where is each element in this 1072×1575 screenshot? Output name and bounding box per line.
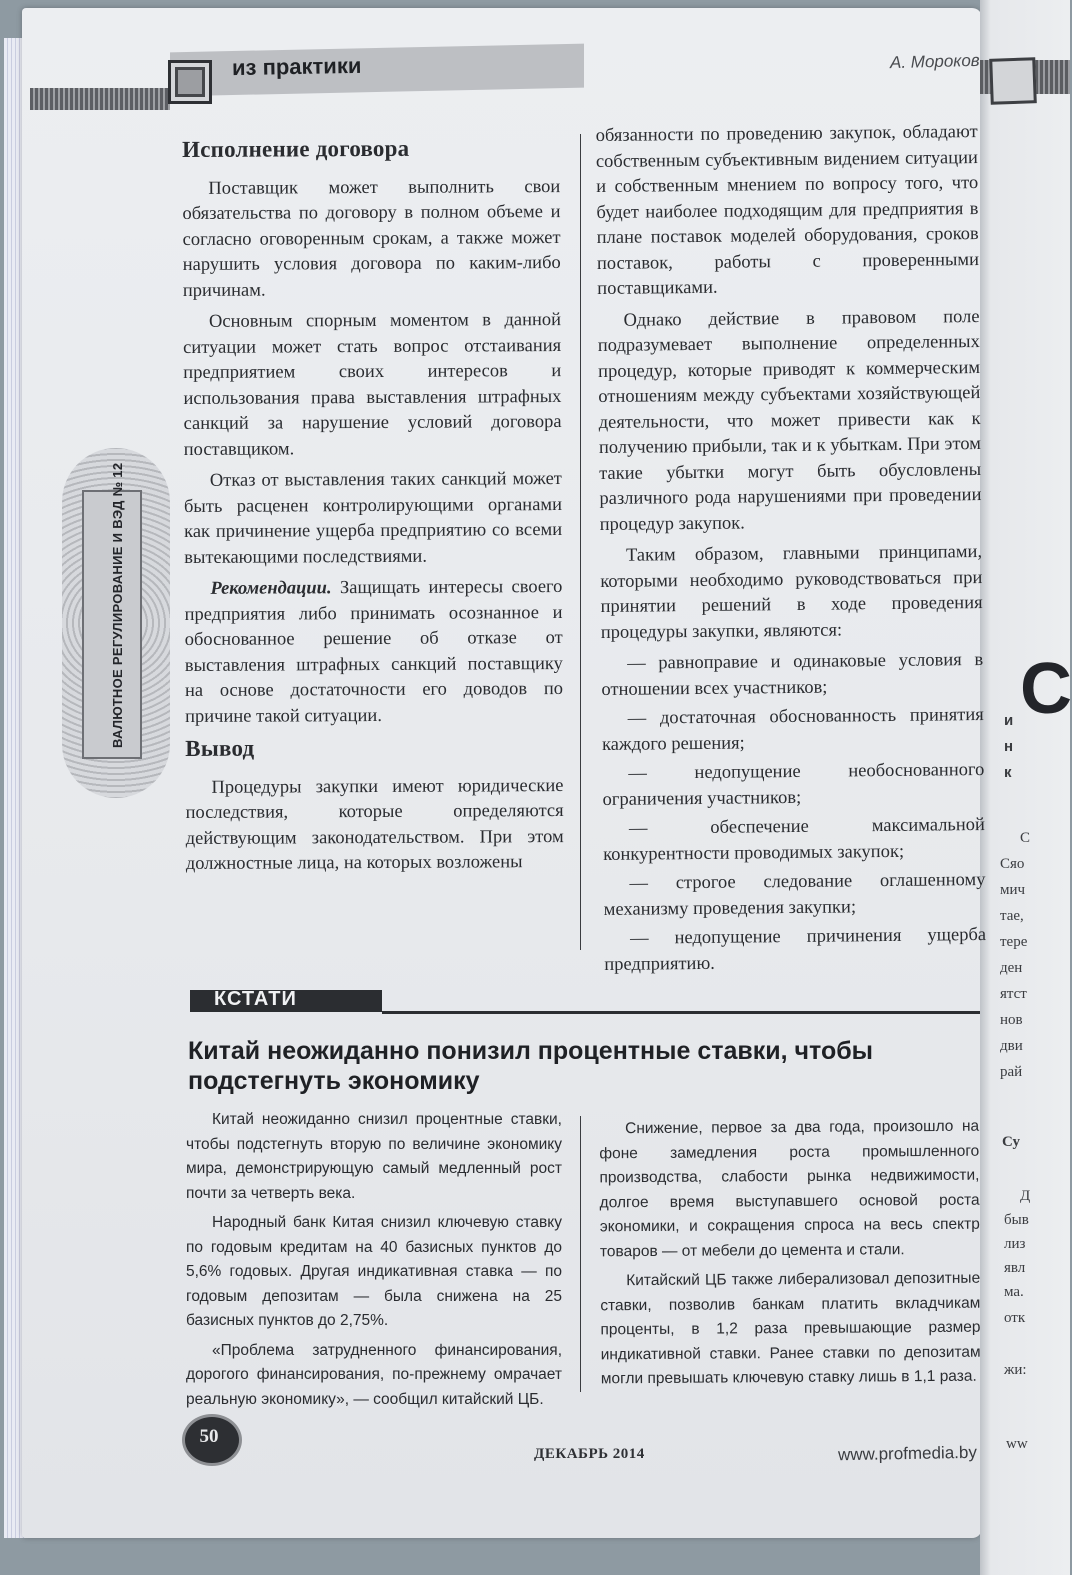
adjacent-bold-line: и — [1004, 712, 1014, 729]
adjacent-heading: Су — [1002, 1134, 1020, 1150]
news-paragraph: «Проблема затрудненного финансирования, дорогого финансирования, по-прежнему омрачает реальную экономику», — сообщил китайский ЦБ. — [186, 1341, 562, 1408]
kstati-label: КСТАТИ — [214, 988, 297, 1010]
adjacent-text-line: дви — [1000, 1038, 1023, 1054]
page-number: 50 — [199, 1426, 219, 1447]
adjacent-text-line: мич — [1000, 882, 1026, 898]
recommendations-lead: Рекомендации. — [210, 578, 332, 599]
kstati-rule — [382, 1011, 980, 1014]
paragraph: Отказ от выставления таких санкций может быть расценен контролирующими органами как причинение ущерба предприятию со всеми вытекающими последствиями. — [183, 469, 563, 568]
adjacent-text-line: Сяо — [1000, 856, 1025, 872]
recommendations-text: Защищать интересы своего предприятия либо принимать осознанное и обоснованное решение об отказе от выставления штрафных санкций поставщику на основе достаточности его доводов по причине такой ситуации. — [184, 577, 563, 727]
author-name: А. Мороков — [889, 50, 980, 73]
section-title: из практики — [231, 52, 362, 81]
paragraph: Основным спорным моментом в данной ситуации может стать вопрос отстаивания предприятием своих интересов и использования права выставления штрафных санкций за нарушение условий договора поставщиком. — [183, 310, 562, 460]
news-paragraph: Снижение, первое за два года, произошло на фоне замедления роста промышленного производства, слабости рынка недвижимости, долгое время выступавшего основой роста экономики, и сокращения спроса на весь спектр товаров — от мебели до цемента и стали. — [599, 1117, 980, 1260]
adjacent-text-line: тае, — [1000, 908, 1024, 924]
paragraph: Поставщик может выполнить свои обязательства по договору в полном объеме и согласно оговоренным срокам, а также может нарушить условия договора по каким-либо причинам. — [182, 176, 561, 301]
news-paragraph: Китайский ЦБ также либерализовал депозитные ставки, позволив банкам платить вкладчикам проценты, в 1,2 раза превышающие размер индикативной ставки. Ранее ставки по депозитам могли превышать ключевую ставку лишь в 1,1 раза. — [600, 1269, 981, 1388]
adjacent-bold-line: к — [1004, 764, 1012, 781]
issue-date: ДЕКАБРЬ 2014 — [534, 1446, 645, 1462]
adjacent-initial-letter: С — [1020, 649, 1072, 729]
adjacent-text-line: рай — [1000, 1064, 1023, 1080]
adjacent-text-line: тере — [1000, 934, 1028, 950]
adjacent-text-line: ма. — [1004, 1284, 1024, 1300]
news-column-left — [186, 1108, 562, 1417]
adjacent-page — [980, 0, 1070, 1575]
adjacent-text-line: ятст — [1000, 986, 1027, 1002]
section-ornament-icon — [168, 60, 212, 104]
news-column-right — [599, 1115, 981, 1397]
principle-list-item: — недопущение причинения ущерба предприятию. — [604, 924, 987, 975]
principle-list-item: — недопущение необоснованного ограничения участников; — [602, 759, 985, 810]
adjacent-text-line: жи: — [1004, 1362, 1027, 1378]
paragraph-recommendations — [184, 575, 563, 730]
adjacent-bold-line: н — [1004, 738, 1014, 755]
principle-list-item: — строгое следование оглашенному механизму проведения закупки; — [603, 869, 986, 920]
news-title: Китай неожиданно понизил процентные ставки, чтобы подстегнуть экономику — [188, 1037, 874, 1095]
article-column-right — [596, 120, 987, 982]
header-decorative-band — [30, 88, 170, 110]
adjacent-text-line: явл — [1004, 1260, 1026, 1276]
adjacent-text-line: отк — [1004, 1310, 1026, 1326]
news-paragraph: Народный банк Китая снизил ключевую ставку по годовым кредитам на 40 базисных пунктов до 5,6% годовых. Другая индикативная ставка — по годовым депозитам — была снижена на 25 базисных пунктов до 2,75%. — [186, 1214, 562, 1329]
column-divider — [580, 134, 581, 950]
news-column-divider — [580, 1116, 581, 1392]
heading-conclusion: Вывод — [185, 735, 255, 761]
magazine-issue-label: ВАЛЮТНОЕ РЕГУЛИРОВАНИЕ И ВЭД № 12 — [110, 462, 125, 748]
heading-contract-execution: Исполнение договора — [182, 135, 410, 162]
principle-list-item: — обеспечение максимальной конкурентности проводимых закупок; — [603, 814, 985, 865]
website-url: www.profmedia.by — [837, 1442, 978, 1465]
adjacent-text-line: ден — [1000, 960, 1023, 976]
adjacent-footer-fragment: ww — [1006, 1436, 1028, 1452]
paragraph: обязанности по проведению закупок, обладают собственным субъективным видением ситуации и собственным мнением по вопросу того, что будет наиболее подходящим для предприятия в плане поставок моделей оборудования, сроков поставок, работы с проверенными поставщиками. — [595, 122, 980, 300]
article-column-left — [182, 135, 564, 883]
principle-list-item: — достаточная обоснованность принятия каждого решения; — [601, 704, 984, 755]
paragraph: Таким образом, главными принципами, которыми необходимо руководствоваться при принятии решений в ходе проведения процедуры закупки, являются: — [600, 542, 983, 643]
adjacent-text-line: быв — [1004, 1212, 1029, 1228]
principle-list-item: — равноправие и одинаковые условия в отношении всех участников; — [601, 649, 984, 700]
paragraph: Процедуры закупки имеют юридические последствия, которые определяются действующим законодательством. При этом должностные лица, на которых возложены — [185, 775, 564, 874]
adjacent-text-line: С — [1020, 830, 1031, 846]
news-paragraph: Китай неожиданно снизил процентные ставки, чтобы подстегнуть вторую по величине экономику мира, демонстрирующую самый медленный рост почти за четверть века. — [186, 1111, 562, 1202]
paragraph: Однако действие в правовом поле подразумевает выполнение определенных процедур, которые приводят к коммерческим отношениям между субъектами хозяйствующей деятельности, что может привести как к получению прибыли, так и к убыткам. При этом такие убытки могут быть обусловлены различного рода нарушениями при проведении процедур закупок. — [597, 306, 982, 535]
adjacent-text-line: лиз — [1004, 1236, 1026, 1252]
adjacent-ornament-icon — [989, 57, 1037, 105]
adjacent-text-line: Д — [1020, 1188, 1031, 1204]
adjacent-text-line: нов — [1000, 1012, 1023, 1028]
